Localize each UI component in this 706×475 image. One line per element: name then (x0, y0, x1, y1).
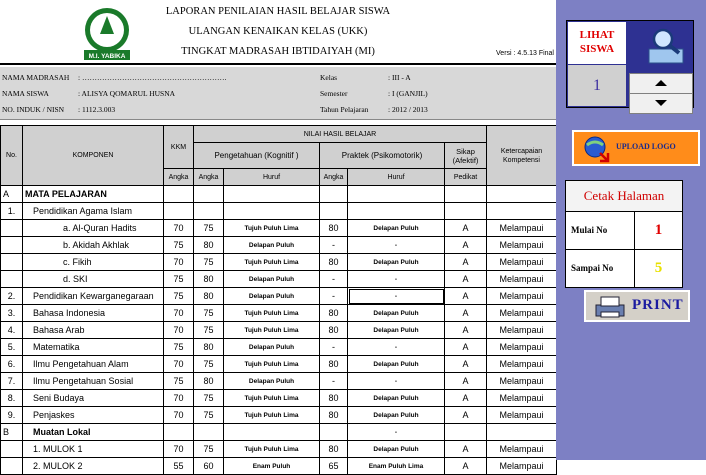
row-ketercapaian[interactable]: Melampaui (487, 220, 557, 237)
row-kkm[interactable] (164, 203, 194, 220)
print-button[interactable] (584, 290, 690, 322)
row-praktek-angka[interactable]: 65 (320, 458, 348, 475)
row-predikat[interactable]: A (445, 271, 487, 288)
row-no[interactable] (1, 237, 23, 254)
row-komponen[interactable]: Penjaskes (23, 407, 164, 424)
row-praktek-angka[interactable]: 80 (320, 407, 348, 424)
header-pengetahuan: Pengetahuan (Kognitif ) (194, 143, 320, 169)
class-label: Kelas (320, 73, 338, 82)
next-student-button[interactable] (629, 73, 693, 94)
row-komponen[interactable]: Pendidikan Kewarganegaraan (23, 288, 164, 305)
row-komponen[interactable]: Bahasa Indonesia (23, 305, 164, 322)
row-no[interactable] (1, 220, 23, 237)
row-pengetahuan-huruf[interactable]: Tujuh Puluh Lima (224, 322, 320, 339)
class-value: : III - A (388, 73, 411, 82)
globe-upload-icon (582, 135, 612, 163)
table-row (1, 203, 557, 220)
row-ketercapaian[interactable]: Melampaui (487, 271, 557, 288)
row-praktek-huruf[interactable]: - (348, 339, 445, 356)
student-id-label: NO. INDUK / NISN (2, 105, 65, 114)
row-no[interactable]: B (1, 424, 23, 441)
row-kkm[interactable]: 70 (164, 407, 194, 424)
row-pengetahuan-huruf[interactable]: Tujuh Puluh Lima (224, 220, 320, 237)
student-id-value: : 1112.3.003 (78, 105, 116, 114)
table-row (1, 288, 557, 305)
row-praktek-angka[interactable]: - (320, 237, 348, 254)
report-level: TINGKAT MADRASAH IBTIDAIYAH (MI) (181, 46, 375, 57)
row-kkm[interactable]: 75 (164, 373, 194, 390)
header-no: No. (1, 126, 23, 186)
row-kkm[interactable]: 70 (164, 356, 194, 373)
row-kkm[interactable]: 70 (164, 305, 194, 322)
row-ketercapaian[interactable]: Melampaui (487, 339, 557, 356)
header-pengetahuan-huruf: Huruf (224, 169, 320, 186)
row-no[interactable]: 7. (1, 373, 23, 390)
row-komponen[interactable]: Bahasa Arab (23, 322, 164, 339)
header-praktek-huruf: Huruf (348, 169, 445, 186)
row-pengetahuan-huruf[interactable]: Delapan Puluh (224, 288, 320, 305)
row-ketercapaian[interactable]: Melampaui (487, 237, 557, 254)
row-pengetahuan-angka[interactable]: 80 (194, 288, 224, 305)
row-no[interactable] (1, 458, 23, 475)
header-predikat: Pedikat (445, 169, 487, 186)
row-praktek-huruf[interactable]: Delapan Puluh (348, 356, 445, 373)
row-praktek-huruf[interactable]: - (348, 288, 445, 305)
header-kkm: KKM (164, 126, 194, 169)
row-komponen[interactable]: b. Akidah Akhlak (23, 237, 164, 254)
upload-logo-button[interactable] (572, 130, 700, 166)
row-ketercapaian[interactable]: Melampaui (487, 458, 557, 475)
row-kkm[interactable]: 70 (164, 441, 194, 458)
row-praktek-angka[interactable]: 80 (320, 322, 348, 339)
student-identity-box (0, 67, 556, 120)
row-praktek-angka[interactable]: - (320, 271, 348, 288)
row-no[interactable] (1, 254, 23, 271)
row-predikat[interactable] (445, 203, 487, 220)
row-praktek-huruf[interactable]: Delapan Puluh (348, 322, 445, 339)
header-nilai: NILAI HASIL BELAJAR (194, 126, 487, 143)
row-kkm[interactable]: 75 (164, 271, 194, 288)
table-row (1, 407, 557, 424)
row-praktek-angka[interactable] (320, 424, 348, 441)
row-kkm[interactable] (164, 186, 194, 203)
end-number-row (566, 250, 682, 287)
row-no[interactable] (1, 271, 23, 288)
semester-value: : I (GANJIL) (388, 89, 428, 98)
row-pengetahuan-huruf[interactable]: Delapan Puluh (224, 271, 320, 288)
row-pengetahuan-angka[interactable]: 80 (194, 373, 224, 390)
row-pengetahuan-angka[interactable]: 80 (194, 237, 224, 254)
row-praktek-huruf[interactable]: Delapan Puluh (348, 305, 445, 322)
school-year-label: Tahun Pelajaran (320, 105, 369, 114)
row-predikat[interactable]: A (445, 322, 487, 339)
row-pengetahuan-huruf[interactable]: Delapan Puluh (224, 373, 320, 390)
row-pengetahuan-huruf[interactable]: Delapan Puluh (224, 237, 320, 254)
row-pengetahuan-angka[interactable]: 60 (194, 458, 224, 475)
row-ketercapaian[interactable]: Melampaui (487, 254, 557, 271)
end-number-input[interactable]: 5 (634, 250, 682, 287)
row-praktek-angka[interactable]: 80 (320, 305, 348, 322)
table-row (1, 271, 557, 288)
row-pengetahuan-angka[interactable]: 80 (194, 339, 224, 356)
row-kkm[interactable]: 70 (164, 390, 194, 407)
school-year-value: : 2012 / 2013 (388, 105, 428, 114)
row-ketercapaian[interactable] (487, 424, 557, 441)
print-label: PRINT (632, 297, 684, 313)
row-kkm[interactable]: 75 (164, 237, 194, 254)
student-name-value: : ALISYA QOMARUL HUSNA (78, 89, 176, 98)
row-praktek-angka[interactable] (320, 186, 348, 203)
row-praktek-huruf[interactable]: Enam Puluh Lima (348, 458, 445, 475)
row-kkm[interactable]: 70 (164, 220, 194, 237)
row-kkm[interactable]: 75 (164, 339, 194, 356)
arrow-down-icon (655, 100, 667, 106)
row-praktek-huruf[interactable]: - (348, 237, 445, 254)
student-number-display: 1 (568, 65, 626, 106)
end-number-label: Sampai No (571, 263, 614, 273)
row-praktek-angka[interactable]: - (320, 288, 348, 305)
row-pengetahuan-huruf[interactable]: Enam Puluh (224, 458, 320, 475)
table-row (1, 322, 557, 339)
row-praktek-huruf[interactable]: Delapan Puluh (348, 220, 445, 237)
row-ketercapaian[interactable]: Melampaui (487, 288, 557, 305)
row-ketercapaian[interactable]: Melampaui (487, 390, 557, 407)
row-no[interactable]: 6. (1, 356, 23, 373)
row-kkm[interactable]: 70 (164, 322, 194, 339)
row-pengetahuan-angka[interactable] (194, 203, 224, 220)
table-row (1, 458, 557, 475)
row-praktek-angka[interactable]: - (320, 373, 348, 390)
row-komponen[interactable]: Matematika (23, 339, 164, 356)
row-no[interactable]: 2. (1, 288, 23, 305)
row-praktek-angka[interactable]: 80 (320, 441, 348, 458)
view-student-panel (566, 20, 694, 108)
row-pengetahuan-huruf[interactable] (224, 424, 320, 441)
row-pengetahuan-huruf[interactable] (224, 203, 320, 220)
row-no[interactable]: 4. (1, 322, 23, 339)
row-kkm[interactable]: 55 (164, 458, 194, 475)
svg-text:M.I. YABIKA: M.I. YABIKA (88, 53, 126, 60)
table-row (1, 424, 557, 441)
row-praktek-huruf[interactable]: - (348, 373, 445, 390)
row-pengetahuan-angka[interactable] (194, 186, 224, 203)
view-student-label: LIHAT SISWA (568, 22, 626, 64)
start-number-row (566, 212, 682, 250)
table-row (1, 254, 557, 271)
header-divider (0, 63, 556, 65)
row-no[interactable]: 3. (1, 305, 23, 322)
table-row (1, 186, 557, 203)
table-row (1, 373, 557, 390)
row-praktek-angka[interactable] (320, 203, 348, 220)
row-predikat[interactable] (445, 424, 487, 441)
row-pengetahuan-angka[interactable]: 75 (194, 407, 224, 424)
row-pengetahuan-huruf[interactable]: Tujuh Puluh Lima (224, 441, 320, 458)
row-no[interactable]: 5. (1, 339, 23, 356)
row-predikat[interactable]: A (445, 441, 487, 458)
madrasah-value: : …………………………………………………. (78, 73, 227, 82)
row-pengetahuan-angka[interactable] (194, 424, 224, 441)
row-praktek-angka[interactable]: - (320, 339, 348, 356)
row-pengetahuan-angka[interactable]: 75 (194, 322, 224, 339)
row-komponen[interactable]: Muatan Lokal (23, 424, 164, 441)
row-komponen[interactable]: d. SKI (23, 271, 164, 288)
row-kkm[interactable] (164, 424, 194, 441)
print-page-title: Cetak Halaman (566, 181, 682, 212)
header-ketercapaian: Ketercapaian Kompetensi (487, 126, 557, 186)
row-kkm[interactable]: 75 (164, 288, 194, 305)
row-predikat[interactable]: A (445, 288, 487, 305)
row-predikat[interactable]: A (445, 237, 487, 254)
madrasah-label: NAMA MADRASAH (2, 73, 70, 82)
row-komponen[interactable]: 2. MULOK 2 (23, 458, 164, 475)
row-praktek-huruf[interactable]: - (348, 271, 445, 288)
row-predikat[interactable]: A (445, 458, 487, 475)
row-ketercapaian[interactable] (487, 186, 557, 203)
row-komponen[interactable]: Seni Budaya (23, 390, 164, 407)
arrow-up-icon (655, 80, 667, 86)
row-predikat[interactable]: A (445, 339, 487, 356)
header-praktek: Praktek (Psikomotorik) (320, 143, 445, 169)
row-praktek-huruf[interactable] (348, 186, 445, 203)
row-komponen[interactable]: MATA PELAJARAN (23, 186, 164, 203)
semester-label: Semester (320, 89, 348, 98)
row-pengetahuan-angka[interactable]: 75 (194, 356, 224, 373)
row-praktek-angka[interactable]: 80 (320, 356, 348, 373)
row-komponen[interactable]: Pendidikan Agama Islam (23, 203, 164, 220)
row-predikat[interactable]: A (445, 373, 487, 390)
row-predikat[interactable]: A (445, 356, 487, 373)
header-pengetahuan-angka: Angka (194, 169, 224, 186)
row-komponen[interactable]: 1. MULOK 1 (23, 441, 164, 458)
row-praktek-huruf[interactable]: Delapan Puluh (348, 441, 445, 458)
table-row (1, 305, 557, 322)
row-pengetahuan-huruf[interactable]: Tujuh Puluh Lima (224, 356, 320, 373)
report-subtitle: ULANGAN KENAIKAN KELAS (UKK) (188, 26, 368, 37)
print-page-panel (565, 180, 683, 288)
row-pengetahuan-angka[interactable]: 80 (194, 271, 224, 288)
row-praktek-huruf[interactable]: Delapan Puluh (348, 390, 445, 407)
table-row (1, 220, 557, 237)
row-ketercapaian[interactable]: Melampaui (487, 322, 557, 339)
row-predikat[interactable] (445, 186, 487, 203)
table-row (1, 356, 557, 373)
row-komponen[interactable]: Ilmu Pengetahuan Alam (23, 356, 164, 373)
row-ketercapaian[interactable]: Melampaui (487, 407, 557, 424)
magnifier-icon[interactable] (645, 25, 687, 67)
student-name-label: NAMA SISWA (2, 89, 49, 98)
printer-icon (592, 295, 628, 319)
row-ketercapaian[interactable]: Melampaui (487, 356, 557, 373)
row-praktek-angka[interactable]: 80 (320, 390, 348, 407)
version-label: Versi : 4.5.13 Final (496, 50, 554, 57)
table-row (1, 339, 557, 356)
row-ketercapaian[interactable] (487, 203, 557, 220)
row-praktek-huruf[interactable]: Delapan Puluh (348, 407, 445, 424)
row-pengetahuan-angka[interactable]: 75 (194, 254, 224, 271)
header-kkm-angka: Angka (164, 169, 194, 186)
row-no[interactable]: A (1, 186, 23, 203)
header-sikap: Sikap (Afektif) (445, 143, 487, 169)
row-komponen[interactable]: Ilmu Pengetahuan Sosial (23, 373, 164, 390)
row-predikat[interactable]: A (445, 390, 487, 407)
row-predikat[interactable]: A (445, 305, 487, 322)
row-ketercapaian[interactable]: Melampaui (487, 373, 557, 390)
row-komponen[interactable]: a. Al-Quran Hadits (23, 220, 164, 237)
row-ketercapaian[interactable]: Melampaui (487, 441, 557, 458)
row-praktek-huruf[interactable]: - (348, 424, 445, 441)
row-praktek-huruf[interactable]: Delapan Puluh (348, 254, 445, 271)
row-praktek-angka[interactable]: 80 (320, 254, 348, 271)
grade-table (0, 125, 557, 475)
row-pengetahuan-huruf[interactable]: Tujuh Puluh Lima (224, 305, 320, 322)
row-predikat[interactable]: A (445, 220, 487, 237)
row-predikat[interactable]: A (445, 407, 487, 424)
row-pengetahuan-angka[interactable]: 75 (194, 220, 224, 237)
row-no[interactable]: 8. (1, 390, 23, 407)
start-number-input[interactable]: 1 (634, 212, 682, 249)
row-no[interactable]: 9. (1, 407, 23, 424)
row-no[interactable]: 1. (1, 203, 23, 220)
header-praktek-angka: Angka (320, 169, 348, 186)
row-pengetahuan-angka[interactable]: 75 (194, 305, 224, 322)
row-predikat[interactable]: A (445, 254, 487, 271)
row-komponen[interactable]: c. Fikih (23, 254, 164, 271)
row-pengetahuan-angka[interactable]: 75 (194, 441, 224, 458)
row-pengetahuan-angka[interactable]: 75 (194, 390, 224, 407)
report-title: LAPORAN PENILAIAN HASIL BELAJAR SISWA (165, 6, 391, 17)
upload-logo-label: UPLOAD LOGO (616, 142, 676, 151)
row-kkm[interactable]: 70 (164, 254, 194, 271)
row-ketercapaian[interactable]: Melampaui (487, 305, 557, 322)
row-pengetahuan-huruf[interactable]: Tujuh Puluh Lima (224, 407, 320, 424)
row-pengetahuan-huruf[interactable]: Tujuh Puluh Lima (224, 254, 320, 271)
row-pengetahuan-huruf[interactable]: Delapan Puluh (224, 339, 320, 356)
table-row (1, 390, 557, 407)
row-pengetahuan-huruf[interactable] (224, 186, 320, 203)
table-row (1, 441, 557, 458)
row-praktek-huruf[interactable] (348, 203, 445, 220)
start-number-label: Mulai No (571, 225, 608, 235)
previous-student-button[interactable] (629, 93, 693, 114)
table-row (1, 237, 557, 254)
row-praktek-angka[interactable]: 80 (320, 220, 348, 237)
row-no[interactable] (1, 441, 23, 458)
header-komponen: KOMPONEN (23, 126, 164, 186)
row-pengetahuan-huruf[interactable]: Tujuh Puluh Lima (224, 390, 320, 407)
